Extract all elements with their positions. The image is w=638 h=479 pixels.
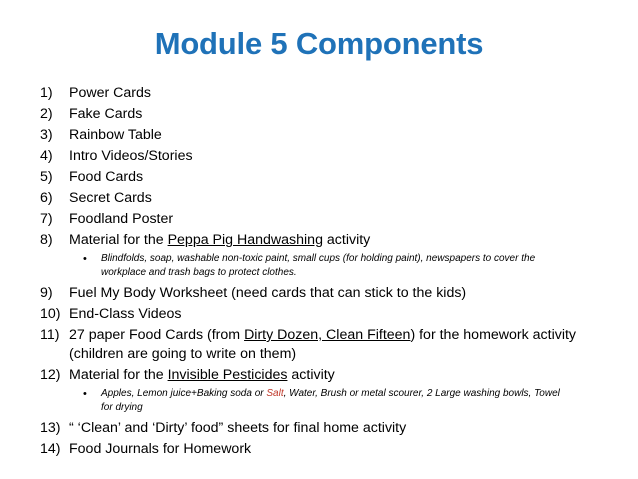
list-item-10 bbox=[40, 304, 630, 325]
item-number: 5) bbox=[40, 169, 53, 185]
item-number: 3) bbox=[40, 127, 53, 143]
list-item-2 bbox=[40, 104, 630, 125]
item-text: Food Journals for Homework bbox=[69, 441, 252, 457]
list-item-11 bbox=[40, 326, 630, 364]
item-text: Power Cards bbox=[69, 85, 152, 101]
sub-bullet-materials-8 bbox=[40, 252, 571, 280]
sub-text: Blindfolds, soap, washable non-toxic paint, small cups (for holding paint), newspapers to cover the workplace and trash bags to protect clothes. bbox=[101, 253, 536, 278]
item-number: 9) bbox=[40, 285, 53, 301]
slide-title: Module 5 Components bbox=[154, 26, 484, 61]
list-item-8 bbox=[40, 230, 630, 251]
dirty-dozen-clean-fifteen-link[interactable]: Dirty Dozen, Clean Fifteen bbox=[244, 327, 411, 343]
item-text-before: 27 paper Food Cards (from bbox=[69, 327, 245, 343]
item-number: 14) bbox=[40, 441, 61, 457]
item-text: “ ‘Clean’ and ‘Dirty’ food” sheets for final home activity bbox=[69, 420, 407, 436]
item-text-after: ) for the homework activity (children are going to write on them) bbox=[69, 327, 577, 362]
component-list bbox=[40, 83, 630, 460]
list-item-13 bbox=[40, 418, 630, 439]
item-text-after: activity bbox=[322, 232, 371, 248]
item-text: Food Cards bbox=[69, 169, 144, 185]
list-item-9 bbox=[40, 283, 630, 304]
sub-text-after: , Water, Brush or metal scourer, 2 Large washing bowls, Towel for drying bbox=[101, 388, 560, 413]
item-number: 10) bbox=[40, 306, 61, 322]
item-text: Rainbow Table bbox=[69, 127, 162, 143]
bullet-icon: • bbox=[83, 253, 87, 265]
item-number: 13) bbox=[40, 420, 61, 436]
list-item-4 bbox=[40, 146, 630, 167]
item-number: 12) bbox=[40, 367, 61, 383]
bullet-icon: • bbox=[83, 388, 87, 400]
item-text-after: activity bbox=[287, 367, 335, 383]
item-text: Fake Cards bbox=[69, 106, 143, 122]
list-item-12 bbox=[40, 365, 630, 386]
list-item-14 bbox=[40, 439, 630, 460]
item-text: Intro Videos/Stories bbox=[69, 148, 193, 164]
item-text: Foodland Poster bbox=[69, 211, 174, 227]
item-number: 4) bbox=[40, 148, 53, 164]
list-item-1 bbox=[40, 83, 630, 104]
item-number: 2) bbox=[40, 106, 53, 122]
sub-text-before: Apples, Lemon juice+Baking soda or bbox=[101, 388, 267, 399]
item-number: 6) bbox=[40, 190, 53, 206]
list-item-7 bbox=[40, 209, 630, 230]
item-number: 7) bbox=[40, 211, 53, 227]
peppa-pig-handwashing-link[interactable]: Peppa Pig Handwashing bbox=[167, 232, 323, 248]
list-item-5 bbox=[40, 167, 630, 188]
item-number: 1) bbox=[40, 85, 53, 101]
invisible-pesticides-link[interactable]: Invisible Pesticides bbox=[167, 367, 288, 383]
item-text-before: Material for the bbox=[69, 232, 168, 248]
item-text: Fuel My Body Worksheet (need cards that can stick to the kids) bbox=[69, 285, 467, 301]
item-number: 11) bbox=[40, 327, 60, 343]
item-text: End-Class Videos bbox=[69, 306, 182, 322]
item-number: 8) bbox=[40, 232, 53, 248]
item-text-before: Material for the bbox=[69, 367, 168, 383]
sub-bullet-materials-12 bbox=[40, 387, 571, 415]
salt-highlight: Salt bbox=[266, 388, 284, 399]
list-item-6 bbox=[40, 188, 630, 209]
item-text: Secret Cards bbox=[69, 190, 152, 206]
list-item-3 bbox=[40, 125, 630, 146]
